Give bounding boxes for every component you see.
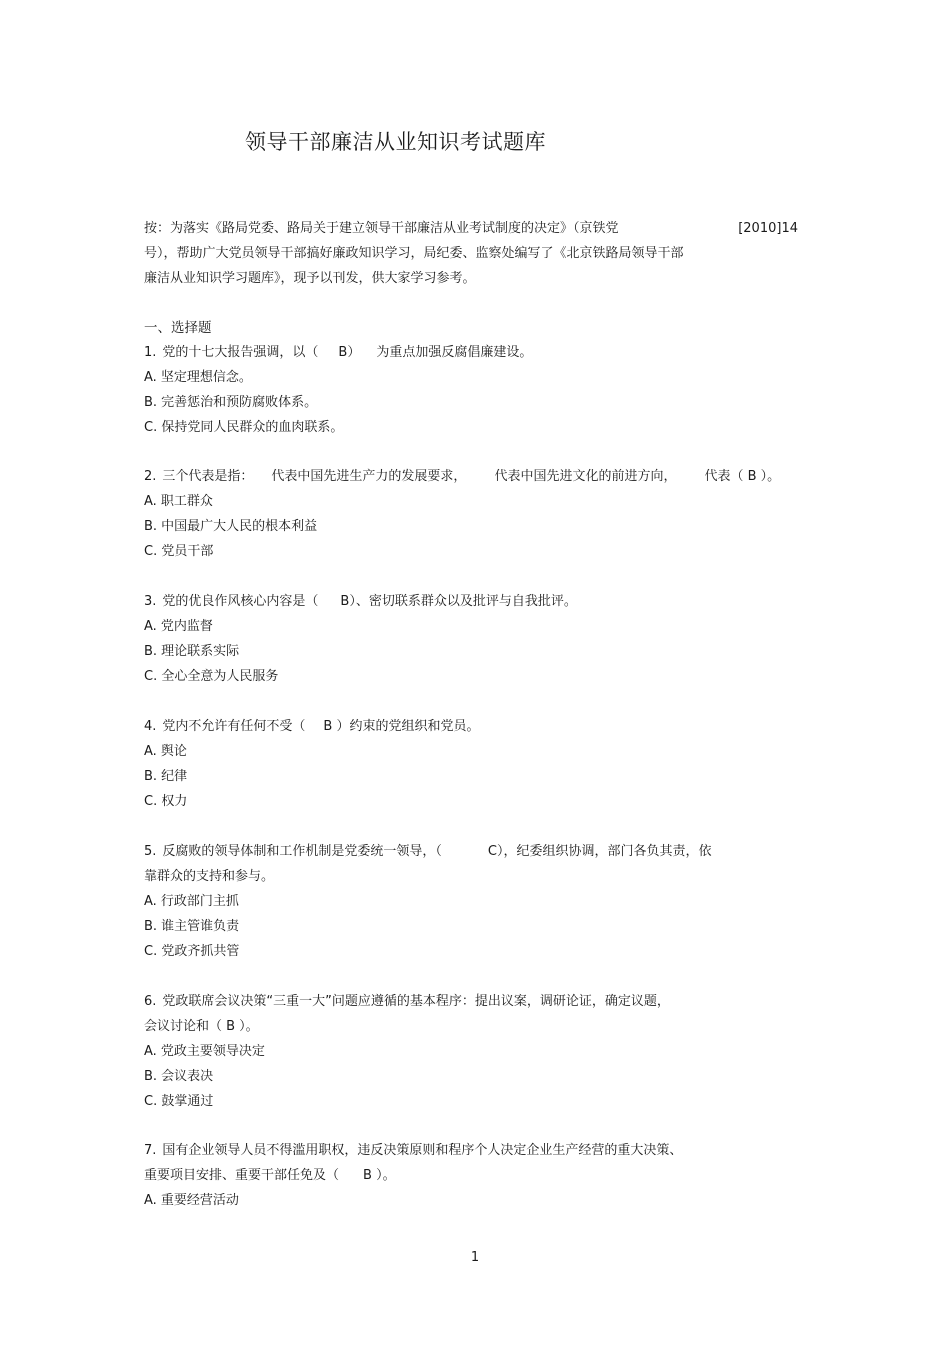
option: C. 党员干部: [144, 544, 214, 559]
question-number: 1.: [144, 345, 157, 360]
question-2: [144, 464, 824, 564]
question-text: 党内不允许有任何不受（: [162, 719, 306, 734]
question-number: 4.: [144, 719, 157, 734]
option: B. 完善惩治和预防腐败体系。: [144, 395, 318, 410]
question-text: 反腐败的领导体制和工作机制是党委统一领导，（: [162, 844, 442, 859]
question-stem-continued: [144, 1163, 824, 1188]
question-text: 代表中国先进生产力的发展要求，: [271, 469, 467, 484]
question-text: 党政联席会议决策“三重一大”问题应遵循的基本程序：提出议案，调研论证，确定议题，: [162, 994, 670, 1009]
option: B. 会议表决: [144, 1069, 214, 1084]
question-5: [144, 839, 824, 964]
question-text: B）、密切联系群众以及批评与自我批评。: [340, 594, 577, 609]
question-stem: [144, 589, 824, 614]
intro-line-1: [144, 216, 798, 241]
intro-line-2: 号），帮助广大党员领导干部搞好廉政知识学习，局纪委、监察处编写了《北京铁路局领导干部: [144, 246, 684, 261]
question-number: 3.: [144, 594, 157, 609]
question-text: 国有企业领导人员不得滥用职权，违反决策原则和程序个人决定企业生产经营的重大决策、: [162, 1143, 683, 1158]
question-number: 2.: [144, 469, 157, 484]
question-text: B ）。: [363, 1168, 396, 1183]
question-stem: [144, 1138, 824, 1163]
question-stem-continued: 会议讨论和（ B ）。: [144, 1019, 259, 1034]
question-stem: [144, 989, 824, 1014]
question-text: 三个代表是指：: [162, 469, 254, 484]
option: B. 理论联系实际: [144, 644, 240, 659]
question-text: 重要项目安排、重要干部任免及（: [144, 1168, 340, 1183]
option: C. 全心全意为人民服务: [144, 669, 279, 684]
option: C. 保持党同人民群众的血肉联系。: [144, 420, 344, 435]
page-number: 1: [470, 1250, 480, 1265]
question-stem: [144, 464, 824, 489]
question-4: [144, 714, 824, 814]
question-1: [144, 340, 824, 440]
intro-paragraph: [144, 216, 814, 291]
option: A. 党内监督: [144, 619, 213, 634]
intro-line-1-text: 按：为落实《路局党委、路局关于建立领导干部廉洁从业考试制度的决定》（京铁党: [144, 221, 619, 236]
question-number: 5.: [144, 844, 157, 859]
option: A. 坚定理想信念。: [144, 370, 252, 385]
question-6: [144, 989, 824, 1114]
intro-line-3: 廉洁从业知识学习题库》，现予以刊发，供大家学习参考。: [144, 271, 476, 286]
option: A. 舆论: [144, 744, 187, 759]
question-3: [144, 589, 824, 689]
section-heading: 一、选择题: [144, 320, 212, 336]
option: A. 重要经营活动: [144, 1193, 239, 1208]
question-stem: [144, 714, 824, 739]
question-text: 党的优良作风核心内容是（: [162, 594, 319, 609]
option: C. 权力: [144, 794, 188, 809]
question-stem-continued: 靠群众的支持和参与。: [144, 869, 275, 884]
question-number: 6.: [144, 994, 157, 1009]
option: A. 党政主要领导决定: [144, 1044, 265, 1059]
option: C. 党政齐抓共管: [144, 944, 240, 959]
question-7: [144, 1138, 824, 1213]
question-number: 7.: [144, 1143, 157, 1158]
option: B. 中国最广大人民的根本利益: [144, 519, 318, 534]
page-title: 领导干部廉洁从业知识考试题库: [245, 130, 546, 154]
question-text: 为重点加强反腐倡廉建设。: [376, 345, 533, 360]
question-stem: [144, 340, 824, 365]
question-text: 党的十七大报告强调，以（: [162, 345, 319, 360]
question-text: 代表（ B ）。: [704, 469, 781, 484]
option: A. 行政部门主抓: [144, 894, 239, 909]
option: A. 职工群众: [144, 494, 213, 509]
question-stem: [144, 839, 824, 864]
question-text: 代表中国先进文化的前进方向，: [494, 469, 677, 484]
option: B. 谁主管谁负责: [144, 919, 240, 934]
question-text: C），纪委组织协调，部门各负其责，依: [487, 844, 712, 859]
question-text: B ）约束的党组织和党员。: [323, 719, 480, 734]
intro-doc-number: [2010]14: [738, 221, 798, 236]
option: C. 鼓掌通过: [144, 1094, 214, 1109]
option: B. 纪律: [144, 769, 188, 784]
answer-text: B）: [338, 345, 361, 360]
